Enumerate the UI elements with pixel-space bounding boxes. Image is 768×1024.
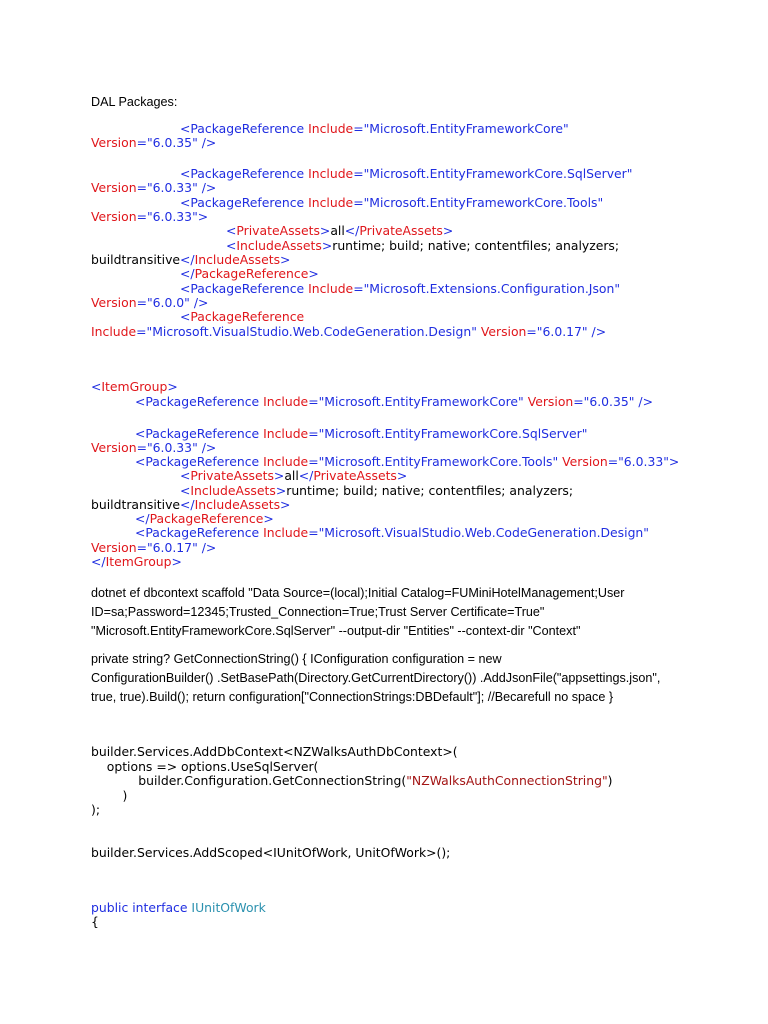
code-line: </PackageReference> [180,266,319,281]
text-line: ID=sa;Password=12345;Trusted_Connection=True;Trust Server Certificate=True" [91,605,545,619]
code-line: <PackageReference Include="Microsoft.VisualStudio.Web.CodeGeneration.Design" [135,525,649,540]
code-line: <PackageReference Include="Microsoft.EntityFrameworkCore.SqlServer" [180,166,633,181]
code-line: builder.Configuration.GetConnectionString("NZWalksAuthConnectionString") [91,773,613,788]
code-line: public interface IUnitOfWork [91,900,266,915]
code-line: <PackageReference Include="Microsoft.EntityFrameworkCore.SqlServer" [135,426,588,441]
code-line: </ItemGroup> [91,554,182,569]
code-line: options => options.UseSqlServer( [91,759,319,774]
code-line: <PrivateAssets>all</PrivateAssets> [180,468,408,483]
text-line: ConfigurationBuilder() .SetBasePath(Directory.GetCurrentDirectory()) .AddJsonFile("appsettings.json", [91,671,661,685]
text-line: private string? GetConnectionString() { IConfiguration configuration = new [91,652,502,666]
code-line: <PackageReference Include="Microsoft.EntityFrameworkCore.Tools" Version="6.0.33"> [135,454,680,469]
code-line: buildtransitive</IncludeAssets> [91,252,291,267]
code-line: builder.Services.AddScoped<IUnitOfWork, UnitOfWork>(); [91,845,451,860]
text-line: dotnet ef dbcontext scaffold "Data Source=(local);Initial Catalog=FUMiniHotelManagement;User [91,586,625,600]
code-line: Version="6.0.33"> [91,209,209,224]
code-line: buildtransitive</IncludeAssets> [91,497,291,512]
code-line: Version="6.0.17" /> [91,540,217,555]
code-line: ) [91,788,128,803]
code-line: </PackageReference> [135,511,274,526]
code-line: <PackageReference Include="Microsoft.Extensions.Configuration.Json" [180,281,621,296]
code-line: { [91,914,99,929]
code-line: Include="Microsoft.VisualStudio.Web.CodeGeneration.Design" Version="6.0.17" /> [91,324,607,339]
code-line: <PackageReference Include="Microsoft.EntityFrameworkCore.Tools" [180,195,604,210]
code-line: builder.Services.AddDbContext<NZWalksAuthDbContext>( [91,744,458,759]
code-line: Version="6.0.33" /> [91,440,217,455]
code-line: <PackageReference Include="Microsoft.EntityFrameworkCore" Version="6.0.35" /> [135,394,653,409]
code-line: <PackageReference Include="Microsoft.EntityFrameworkCore" [180,121,569,136]
code-line: <IncludeAssets>runtime; build; native; contentfiles; analyzers; [226,238,620,253]
code-line: ); [91,802,101,817]
code-line: Version="6.0.0" /> [91,295,209,310]
code-line: <IncludeAssets>runtime; build; native; contentfiles; analyzers; [180,483,574,498]
code-line: Version="6.0.35" /> [91,135,217,150]
text-line: "Microsoft.EntityFrameworkCore.SqlServer" --output-dir "Entities" --context-dir "Context" [91,624,581,638]
code-line: <PrivateAssets>all</PrivateAssets> [226,223,454,238]
code-line: <PackageReference [180,309,305,324]
section-heading: DAL Packages: [91,95,178,109]
code-line: Version="6.0.33" /> [91,180,217,195]
code-line: <ItemGroup> [91,379,178,394]
text-line: true, true).Build(); return configuration["ConnectionStrings:DBDefault"]; //Becarefull no space } [91,690,614,704]
